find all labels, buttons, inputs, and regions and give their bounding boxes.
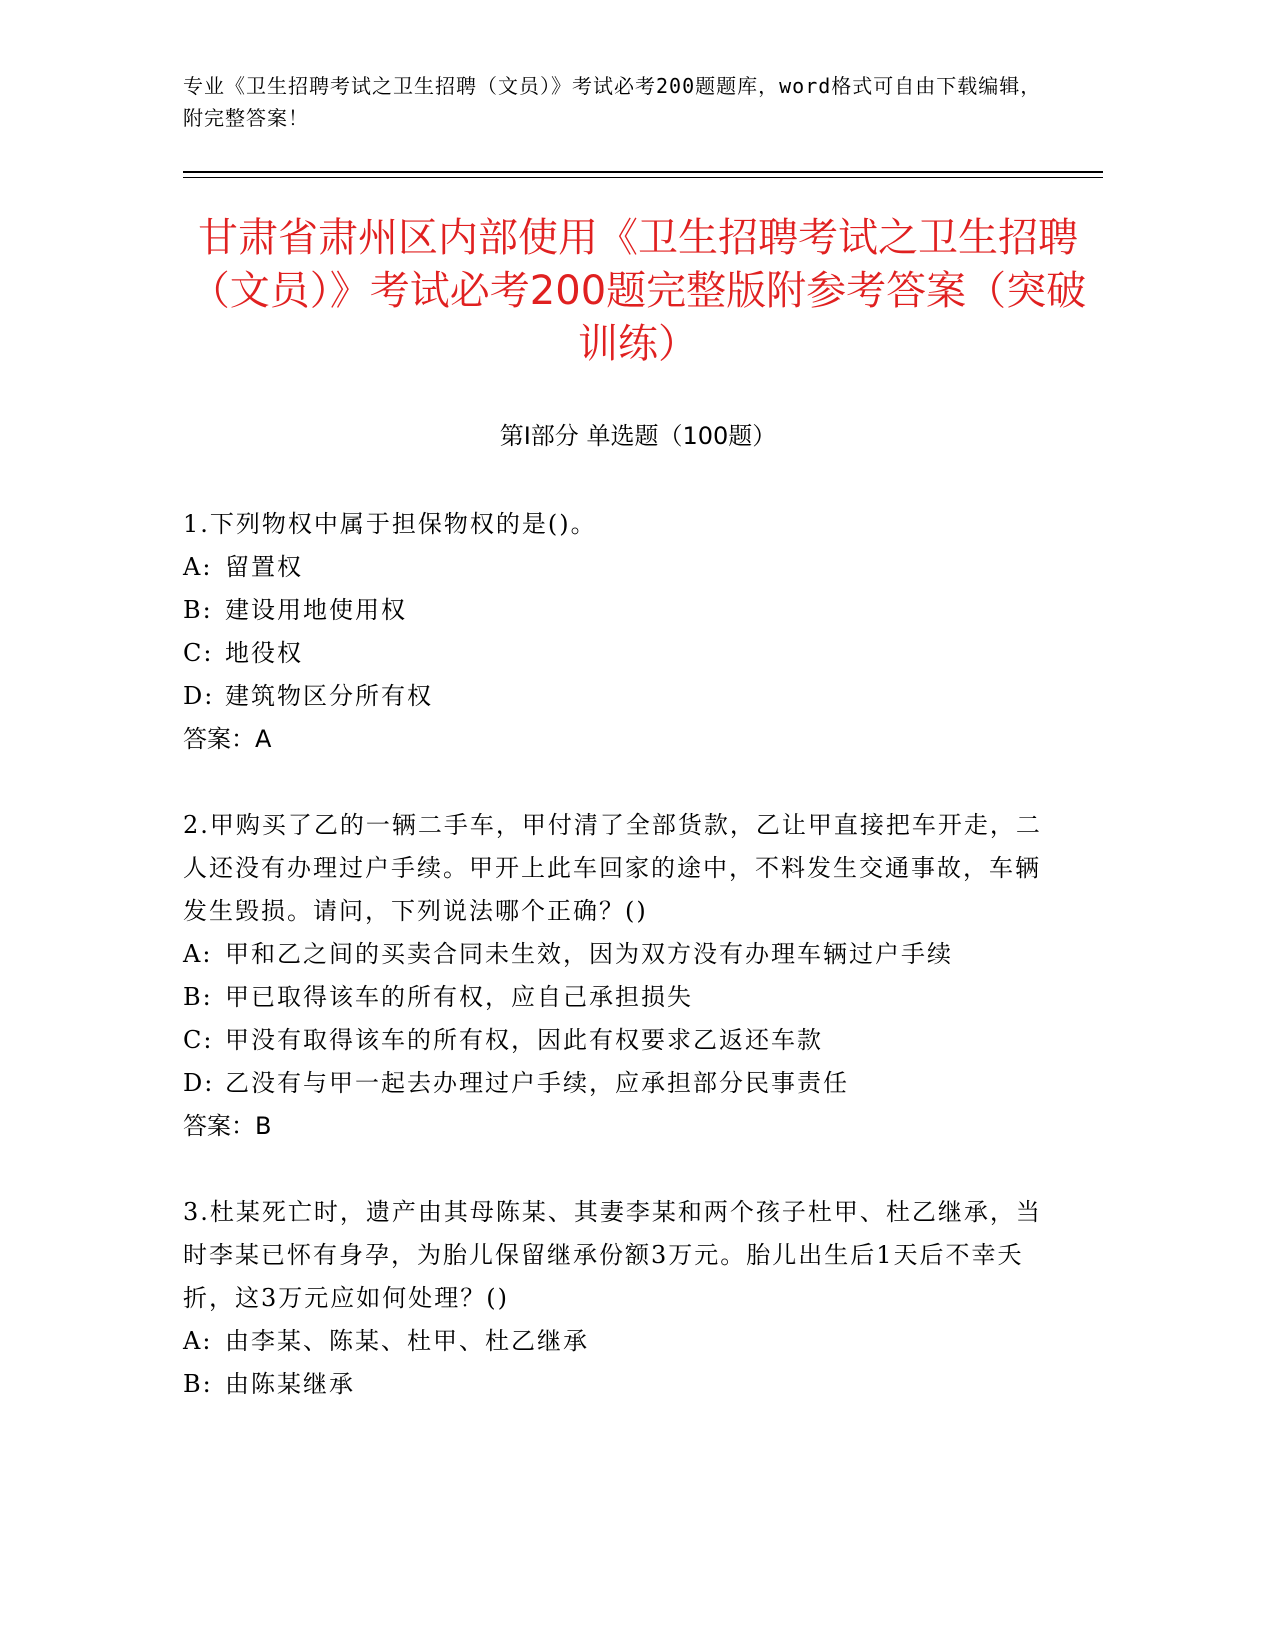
section-heading: 第I部分 单选题（100题）: [499, 422, 777, 450]
option-b: [183, 1363, 1043, 1406]
option-label: C:: [183, 1026, 214, 1054]
option-text: 留置权: [225, 553, 303, 581]
option-text: 甲和乙之间的买卖合同未生效，因为双方没有办理车辆过户手续: [225, 940, 953, 968]
document-title: 甘肃省肃州区内部使用《卫生招聘考试之卫生招聘（文员）》考试必考200题完整版附参考答案（突破训练）: [189, 215, 1087, 367]
answer-line: 答案：B: [183, 1112, 272, 1140]
option-label: D:: [183, 682, 215, 710]
option-c: [183, 632, 1043, 675]
option-label: A:: [183, 940, 213, 968]
option-d: [183, 675, 1043, 718]
option-label: D:: [183, 1069, 215, 1097]
question-stem: 2.甲购买了乙的一辆二手车，甲付清了全部货款，乙让甲直接把车开走，二人还没有办理过户手续。甲开上此车回家的途中，不料发生交通事故，车辆发生毁损。请问，下列说法哪个正确？(): [183, 811, 1042, 925]
question-2: [183, 804, 1043, 1148]
option-label: B:: [183, 1370, 213, 1398]
option-b: [183, 976, 1043, 1019]
option-c: [183, 1019, 1043, 1062]
option-a: [183, 933, 1043, 976]
option-d: [183, 1062, 1043, 1105]
option-text: 建筑物区分所有权: [225, 682, 433, 710]
question-list: [183, 503, 1043, 1449]
option-text: 建设用地使用权: [225, 596, 407, 624]
option-label: B:: [183, 596, 213, 624]
header-note: 专业《卫生招聘考试之卫生招聘（文员）》考试必考200题题库，word格式可自由下载编辑，附完整答案！: [183, 74, 1042, 130]
option-label: C:: [183, 639, 214, 667]
option-text: 地役权: [225, 639, 303, 667]
option-label: B:: [183, 983, 213, 1011]
option-a: [183, 546, 1043, 589]
option-b: [183, 589, 1043, 632]
answer-line: 答案：A: [183, 725, 272, 753]
option-label: A:: [183, 1327, 213, 1355]
header-divider-thin: [183, 177, 1103, 178]
option-text: 甲没有取得该车的所有权，因此有权要求乙返还车款: [225, 1026, 823, 1054]
option-text: 由陈某继承: [225, 1370, 355, 1398]
option-label: A:: [183, 553, 213, 581]
question-1: [183, 503, 1043, 761]
option-text: 由李某、陈某、杜甲、杜乙继承: [225, 1327, 589, 1355]
option-text: 乙没有与甲一起去办理过户手续，应承担部分民事责任: [225, 1069, 849, 1097]
option-a: [183, 1320, 1043, 1363]
option-text: 甲已取得该车的所有权，应自己承担损失: [225, 983, 693, 1011]
question-3: [183, 1191, 1043, 1406]
question-stem: 1.下列物权中属于担保物权的是()。: [183, 510, 597, 538]
question-stem: 3.杜某死亡时，遗产由其母陈某、其妻李某和两个孩子杜甲、杜乙继承，当时李某已怀有身孕，为胎儿保留继承份额3万元。胎儿出生后1天后不幸夭折，这3万元应如何处理？(): [183, 1198, 1042, 1312]
header-divider-thick: [183, 171, 1103, 173]
